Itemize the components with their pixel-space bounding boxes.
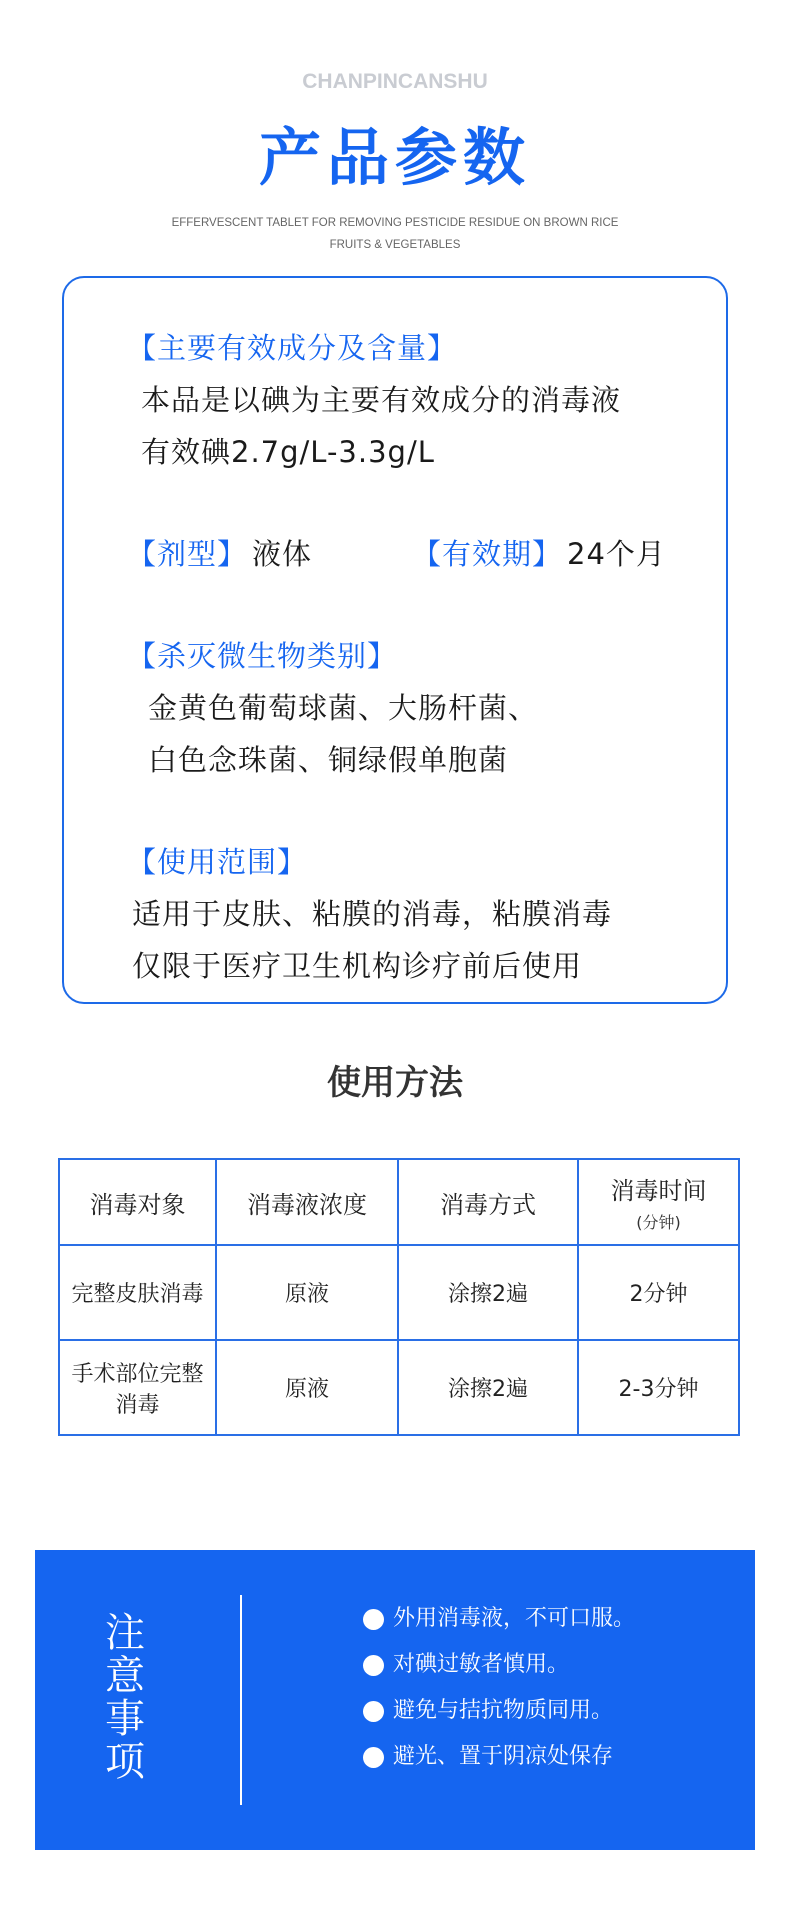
- usage-title: 使用方法: [327, 1063, 463, 1103]
- header-cell-method: 消毒方式: [398, 1159, 578, 1245]
- cell-target-line-2: 消毒: [115, 1392, 160, 1418]
- scope-heading: 【使用范围】: [127, 845, 308, 879]
- english-title: CHANPINCANSHU: [302, 70, 488, 93]
- list-item: [363, 1648, 635, 1694]
- notice-panel: [35, 1550, 755, 1850]
- expiry-value: 24个月: [567, 537, 666, 571]
- expiry-label: 【有效期】: [412, 537, 563, 571]
- bullet-icon: [363, 1747, 384, 1768]
- microbe-heading: 【杀灭微生物类别】: [127, 639, 398, 673]
- notice-heading-char: 意: [105, 1653, 145, 1699]
- list-item: [363, 1740, 635, 1786]
- header-time-unit: (分钟): [636, 1213, 681, 1232]
- form-value: 液体: [252, 537, 313, 571]
- table-row: [59, 1340, 739, 1435]
- ingredient-heading: 【主要有效成分及含量】: [127, 331, 458, 365]
- cell-target-line-1: 手术部位完整: [71, 1361, 204, 1387]
- notice-heading-char: 注: [105, 1610, 145, 1656]
- header-cell-concentration: 消毒液浓度: [216, 1159, 398, 1245]
- form-label: 【剂型】: [127, 537, 248, 571]
- product-parameters-box: [62, 276, 728, 1004]
- bullet-icon: [363, 1609, 384, 1630]
- subtitle-line-2: FRUITS & VEGETABLES: [329, 239, 461, 251]
- notice-item-text: 外用消毒液，不可口服。: [393, 1606, 636, 1631]
- header-cell-target: 消毒对象: [59, 1159, 216, 1245]
- notice-heading-char: 事: [105, 1696, 145, 1742]
- cell-target: [59, 1340, 216, 1435]
- list-item: [363, 1694, 635, 1740]
- table-row: [59, 1245, 739, 1340]
- table-header-row: [59, 1159, 739, 1245]
- notice-item-text: 对碘过敏者慎用。: [393, 1652, 570, 1677]
- scope-line-1: 适用于皮肤、粘膜的消毒，粘膜消毒: [132, 897, 613, 931]
- page-title: 产品参数: [258, 121, 531, 194]
- microbe-line-1: 金黄色葡萄球菌、大肠杆菌、: [148, 691, 539, 725]
- ingredient-line-1: 本品是以碘为主要有效成分的消毒液: [141, 383, 622, 417]
- cell-time: 2-3分钟: [578, 1340, 739, 1435]
- bullet-icon: [363, 1701, 384, 1722]
- header-time-label: 消毒时间: [610, 1177, 707, 1205]
- cell-method: 涂擦2遍: [398, 1245, 578, 1340]
- notice-heading: [100, 1612, 150, 1784]
- notice-item-text: 避免与拮抗物质同用。: [393, 1698, 614, 1723]
- microbe-line-2: 白色念珠菌、铜绿假单胞菌: [148, 743, 509, 777]
- subtitle-line-1: EFFERVESCENT TABLET FOR REMOVING PESTICIDE RESIDUE ON BROWN RICE: [171, 217, 619, 229]
- header-cell-time: [578, 1159, 739, 1245]
- notice-item-text: 避光、置于阴凉处保存: [393, 1744, 614, 1769]
- cell-concentration: 原液: [216, 1245, 398, 1340]
- cell-concentration: 原液: [216, 1340, 398, 1435]
- cell-time: 2分钟: [578, 1245, 739, 1340]
- cell-target: 完整皮肤消毒: [59, 1245, 216, 1340]
- subtitle: [0, 212, 790, 256]
- scope-line-2: 仅限于医疗卫生机构诊疗前后使用: [132, 949, 583, 983]
- list-item: [363, 1602, 635, 1648]
- cell-method: 涂擦2遍: [398, 1340, 578, 1435]
- notice-heading-char: 项: [105, 1739, 145, 1785]
- notice-list: [363, 1602, 635, 1786]
- notice-divider: [240, 1595, 242, 1805]
- usage-table: [58, 1158, 740, 1436]
- bullet-icon: [363, 1655, 384, 1676]
- ingredient-line-2: 有效碘2.7g/L-3.3g/L: [141, 435, 435, 469]
